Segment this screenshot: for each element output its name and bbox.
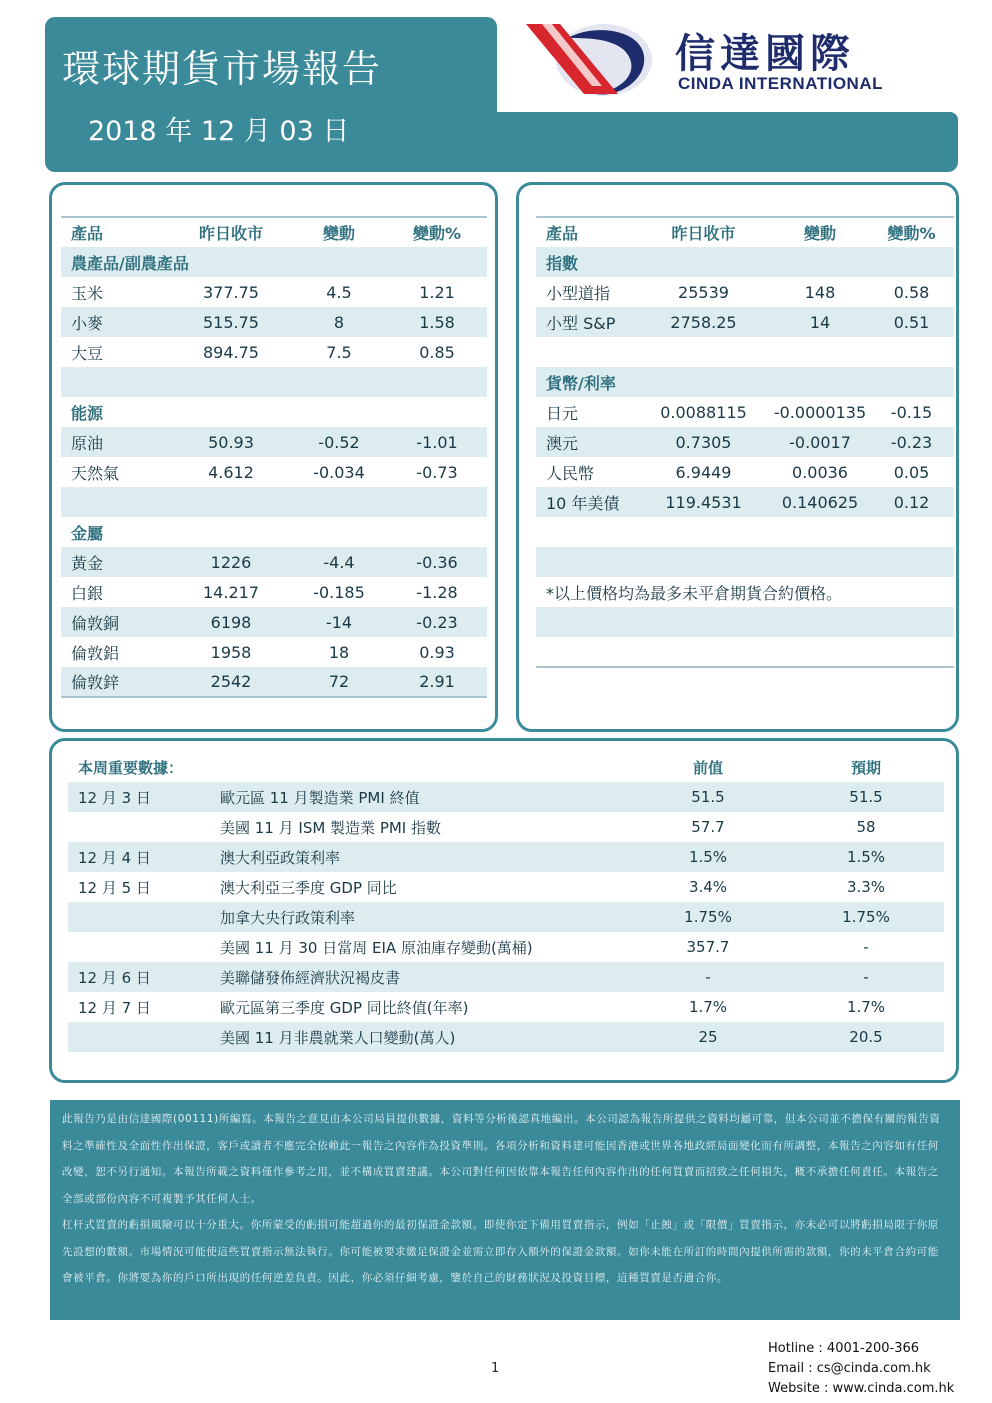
event-date <box>68 1022 210 1052</box>
table-cell: 18 <box>328 642 350 662</box>
table-cell <box>387 487 487 517</box>
forecast-value: 51.5 <box>788 782 944 812</box>
disclaimer-box <box>50 1100 960 1320</box>
table-cell <box>636 337 771 367</box>
column-header: 預期 <box>850 758 881 777</box>
previous-value: 1.5% <box>628 842 788 872</box>
event-date <box>68 812 210 842</box>
table-cell: 1226 <box>171 547 291 577</box>
table-cell: 0.93 <box>419 642 455 662</box>
event-row <box>68 782 944 812</box>
event-name: 加拿大央行政策利率 <box>210 902 628 932</box>
column-header: 昨日收市 <box>636 217 771 247</box>
event-row <box>68 812 944 842</box>
event-row <box>68 932 944 962</box>
table-row <box>536 427 954 457</box>
table-cell <box>636 367 771 397</box>
row-label: 人民幣 <box>546 463 595 483</box>
table-row <box>61 577 487 607</box>
event-row <box>68 842 944 872</box>
table-cell <box>869 367 954 397</box>
table-cell <box>869 637 954 667</box>
table-row <box>61 637 487 667</box>
forecast-value: 58 <box>856 818 876 836</box>
column-header: 變動% <box>387 217 487 247</box>
table-row <box>61 307 487 337</box>
event-date: 12 月 3 日 <box>68 782 210 812</box>
table-row <box>536 547 954 577</box>
table-cell <box>869 517 954 547</box>
row-label <box>536 547 636 577</box>
row-label: 澳元 <box>536 427 636 457</box>
table-cell: -0.23 <box>869 427 954 457</box>
event-date: 12 月 5 日 <box>78 878 151 897</box>
previous-value: 1.7% <box>688 998 728 1016</box>
table-cell <box>771 337 869 367</box>
table-row <box>536 577 954 607</box>
category-row <box>61 247 487 277</box>
table-row <box>61 607 487 637</box>
table-cell <box>869 337 954 367</box>
row-label: 日元 <box>546 403 579 423</box>
row-label: 白銀 <box>71 583 104 603</box>
table-row <box>61 547 487 577</box>
table-cell: -4.4 <box>291 547 387 577</box>
row-label <box>536 607 636 637</box>
table-row <box>536 517 954 547</box>
table-row <box>536 337 954 367</box>
column-header: 變動% <box>869 217 954 247</box>
row-label: 黃金 <box>61 547 171 577</box>
table-cell: 119.4531 <box>636 487 771 517</box>
event-name: 澳大利亞政策利率 <box>210 842 628 872</box>
table-cell: 894.75 <box>203 342 259 362</box>
table-cell <box>636 517 771 547</box>
table-row <box>61 337 487 367</box>
table-row <box>61 427 487 457</box>
table-cell <box>771 637 869 667</box>
table-cell: 7.5 <box>326 342 352 362</box>
table-cell: 1958 <box>210 642 252 662</box>
forecast-value: 1.5% <box>788 842 944 872</box>
previous-value: - <box>628 962 788 992</box>
forecast-value: 20.5 <box>788 1022 944 1052</box>
table-cell: -0.0000135 <box>773 402 867 422</box>
previous-value: 57.7 <box>691 818 725 836</box>
column-header: 變動 <box>771 217 869 247</box>
table-cell <box>869 547 954 577</box>
previous-value: 357.7 <box>686 938 730 956</box>
row-label <box>61 367 171 397</box>
row-label: 天然氣 <box>71 463 120 483</box>
table-row <box>61 457 487 487</box>
column-header <box>210 752 628 782</box>
column-header: 變動 <box>291 217 387 247</box>
table-cell <box>171 367 291 397</box>
event-name: 澳大利亞三季度 GDP 同比 <box>220 878 397 897</box>
table-cell <box>771 247 869 277</box>
event-row <box>68 1022 944 1052</box>
row-label: 10 年美債 <box>536 487 636 517</box>
table-row <box>536 397 954 427</box>
event-name: 美國 11 月 ISM 製造業 PMI 指數 <box>220 818 441 837</box>
table-cell <box>771 547 869 577</box>
table-header-row <box>536 217 954 247</box>
events-header-row <box>68 752 944 782</box>
table-cell: 0.12 <box>869 487 954 517</box>
table-cell: 377.75 <box>203 282 259 302</box>
table-row <box>536 307 954 337</box>
table-cell: 0.140625 <box>771 487 869 517</box>
previous-value: 1.75% <box>628 902 788 932</box>
table-cell: -0.23 <box>387 607 487 637</box>
table-cell <box>291 247 387 277</box>
event-date: 12 月 4 日 <box>68 842 210 872</box>
row-label <box>536 637 636 667</box>
row-label: *以上價格均為最多未平倉期貨合約價格。 <box>546 583 843 603</box>
table-cell <box>171 247 291 277</box>
table-cell: -0.185 <box>313 582 365 602</box>
table-cell: 0.0088115 <box>660 402 747 422</box>
table-cell <box>636 607 771 637</box>
report-date: 2018 年 12 月 03 日 <box>88 116 350 147</box>
row-label: 貨幣/利率 <box>536 367 636 397</box>
row-label: 小麥 <box>61 307 171 337</box>
table-cell: 6198 <box>171 607 291 637</box>
event-name: 美聯儲發佈經濟狀況褐皮書 <box>210 962 628 992</box>
row-label: 倫敦鋁 <box>71 643 120 663</box>
table-cell: 0.05 <box>893 462 930 482</box>
row-label <box>536 337 636 367</box>
category-row <box>61 397 487 427</box>
table-cell: 0.7305 <box>636 427 771 457</box>
table-cell: -0.034 <box>313 462 365 482</box>
table-cell <box>771 607 869 637</box>
table-cell: 72 <box>291 667 387 697</box>
category-row <box>536 247 954 277</box>
table-cell: 25539 <box>678 282 729 302</box>
row-label: 小型 S&P <box>536 307 636 337</box>
previous-value: 51.5 <box>628 782 788 812</box>
disclaimer-paragraph-1: 此報告乃是由信達國際(00111)所編寫。本報告之意見由本公司局員提供數據，資料等分析後認真地編出。本公司認為報告所提供之資料均屬可靠，但本公司並不擔保有關的報告資料之準確性及全面性作出保證，客戶或讀者不應完全依賴此一報告之內容作為投資準則。各項分析和資料建可能因香港或世界各地政經局面變化而有所調整，本報告之內容如有任何改變，恕不另行通知。本報告所載之資料僅作參考之用，並不構成買賣建議。本公司對任何因依靠本報告任何內容作出的任何買賣而招致之任何損失，概不承擔任何責任。本報告之全部或部份內容不可複製予其任何人士。 <box>62 1113 941 1205</box>
row-label: 大豆 <box>71 343 104 363</box>
event-name: 歐元區第三季度 GDP 同比終值(年率) <box>220 998 469 1017</box>
table-header-row <box>61 217 487 247</box>
table-cell <box>636 247 771 277</box>
forecast-value: - <box>863 938 869 956</box>
event-name: 美國 11 月非農就業人口變動(萬人) <box>210 1022 628 1052</box>
table-row <box>536 607 954 637</box>
page-number: 1 <box>491 1361 500 1376</box>
table-cell: 8 <box>291 307 387 337</box>
row-label: 農產品/副農產品 <box>61 247 171 277</box>
table-row <box>536 277 954 307</box>
event-date: 12 月 7 日 <box>78 998 151 1017</box>
event-row <box>68 962 944 992</box>
table-cell <box>291 487 387 517</box>
table-cell <box>636 637 771 667</box>
table-row <box>61 487 487 517</box>
table-cell <box>636 547 771 577</box>
event-date <box>68 902 210 932</box>
table-row <box>61 277 487 307</box>
forecast-value: 3.3% <box>846 878 886 896</box>
column-header: 前值 <box>692 758 723 777</box>
category-row <box>536 367 954 397</box>
table-cell <box>291 397 387 427</box>
table-cell <box>291 367 387 397</box>
table-cell: 0.58 <box>893 282 930 302</box>
disclaimer-paragraph-2: 杠杆式買賣的虧損風險可以十分重大。你所蒙受的虧損可能超過你的最初保證金款額。即使你定下備用買賣指示，例如「止蝕」或「限價」買賣指示，亦未必可以將虧損局限于你原先設想的數額。市場情況可能使這些買賣指示無法執行。你可能被要求繳足保證金並需立即存入額外的保證金款額。如你未能在所訂的時間內提供所需的款額，你的未平倉合約可能會被平倉。你將要為你的戶口所出現的任何逆差負責。因此，你必須仔細考慮，鑒於自己的財務狀況及投資目標，這種買賣是否適合你。 <box>62 1219 939 1284</box>
table-cell: 0.51 <box>869 307 954 337</box>
company-logo <box>522 16 962 100</box>
column-header: 昨日收市 <box>171 217 291 247</box>
table-cell: -1.01 <box>387 427 487 457</box>
table-row <box>536 457 954 487</box>
table-cell <box>771 367 869 397</box>
forecast-value: - <box>788 962 944 992</box>
event-row <box>68 992 944 1022</box>
table-cell <box>387 247 487 277</box>
logo-english-name: CINDA INTERNATIONAL <box>678 74 883 93</box>
table-cell: -0.0017 <box>771 427 869 457</box>
commodities-table <box>61 216 487 698</box>
row-label: 玉米 <box>71 283 104 303</box>
event-date: 12 月 6 日 <box>68 962 210 992</box>
table-cell: 4.612 <box>208 462 254 482</box>
row-label: 小型道指 <box>546 283 611 303</box>
event-name: 美國 11 月 30 日當周 EIA 原油庫存變動(萬桶) <box>220 938 533 957</box>
table-cell <box>171 517 291 547</box>
event-date <box>68 932 210 962</box>
category-row <box>61 517 487 547</box>
row-label: 倫敦銅 <box>61 607 171 637</box>
table-cell: 4.5 <box>326 282 352 302</box>
table-cell: 6.9449 <box>675 462 732 482</box>
row-label <box>61 487 171 517</box>
logo-chinese-name: 信達國際 <box>675 31 855 77</box>
table-cell: -0.52 <box>291 427 387 457</box>
table-row <box>61 367 487 397</box>
table-cell: 148 <box>804 282 836 302</box>
forecast-value: 1.75% <box>788 902 944 932</box>
website-text: Website : www.cinda.com.hk <box>768 1381 955 1396</box>
hotline-text: Hotline : 4001-200-366 <box>768 1341 920 1356</box>
table-row <box>61 667 487 697</box>
table-cell <box>387 397 487 427</box>
table-cell: -0.73 <box>416 462 458 482</box>
row-label <box>536 517 636 547</box>
row-label: 能源 <box>71 403 104 423</box>
table-cell <box>869 607 954 637</box>
table-cell: 2.91 <box>387 667 487 697</box>
table-cell: -1.28 <box>416 582 458 602</box>
table-cell <box>387 367 487 397</box>
table-cell: 1.58 <box>387 307 487 337</box>
table-cell <box>171 487 291 517</box>
table-cell: 14.217 <box>203 582 259 602</box>
table-cell: 2542 <box>171 667 291 697</box>
event-name: 歐元區 11 月製造業 PMI 終值 <box>210 782 628 812</box>
email-text: Email : cs@cinda.com.hk <box>768 1361 931 1376</box>
logo-emblem-icon <box>522 16 672 100</box>
column-header: 產品 <box>61 217 171 247</box>
table-cell: 14 <box>771 307 869 337</box>
previous-value: 3.4% <box>688 878 728 896</box>
table-cell: -0.15 <box>890 402 933 422</box>
indices-currency-table <box>536 216 954 668</box>
column-header: 產品 <box>536 217 636 247</box>
row-label: 指數 <box>536 247 636 277</box>
row-label: 原油 <box>61 427 171 457</box>
table-cell: 2758.25 <box>636 307 771 337</box>
table-cell <box>387 517 487 547</box>
forecast-value: 1.7% <box>846 998 886 1016</box>
column-header: 本周重要數據： <box>78 758 184 777</box>
contact-info <box>768 1339 954 1399</box>
event-row <box>68 872 944 902</box>
table-cell <box>291 517 387 547</box>
table-cell: 515.75 <box>171 307 291 337</box>
table-cell: 1.21 <box>419 282 455 302</box>
event-row <box>68 902 944 932</box>
row-label: 倫敦鋅 <box>61 667 171 697</box>
previous-value: 25 <box>628 1022 788 1052</box>
row-label: 金屬 <box>71 523 104 543</box>
table-cell <box>171 397 291 427</box>
table-cell <box>771 517 869 547</box>
page-title: 環球期貨市場報告 <box>62 47 383 91</box>
table-cell: 0.0036 <box>792 462 848 482</box>
table-cell <box>869 247 954 277</box>
table-row <box>536 637 954 667</box>
table-cell: -14 <box>291 607 387 637</box>
table-cell: 50.93 <box>171 427 291 457</box>
table-cell: -0.36 <box>387 547 487 577</box>
table-row <box>536 487 954 517</box>
table-cell: 0.85 <box>419 342 455 362</box>
weekly-events-table <box>68 752 944 1052</box>
